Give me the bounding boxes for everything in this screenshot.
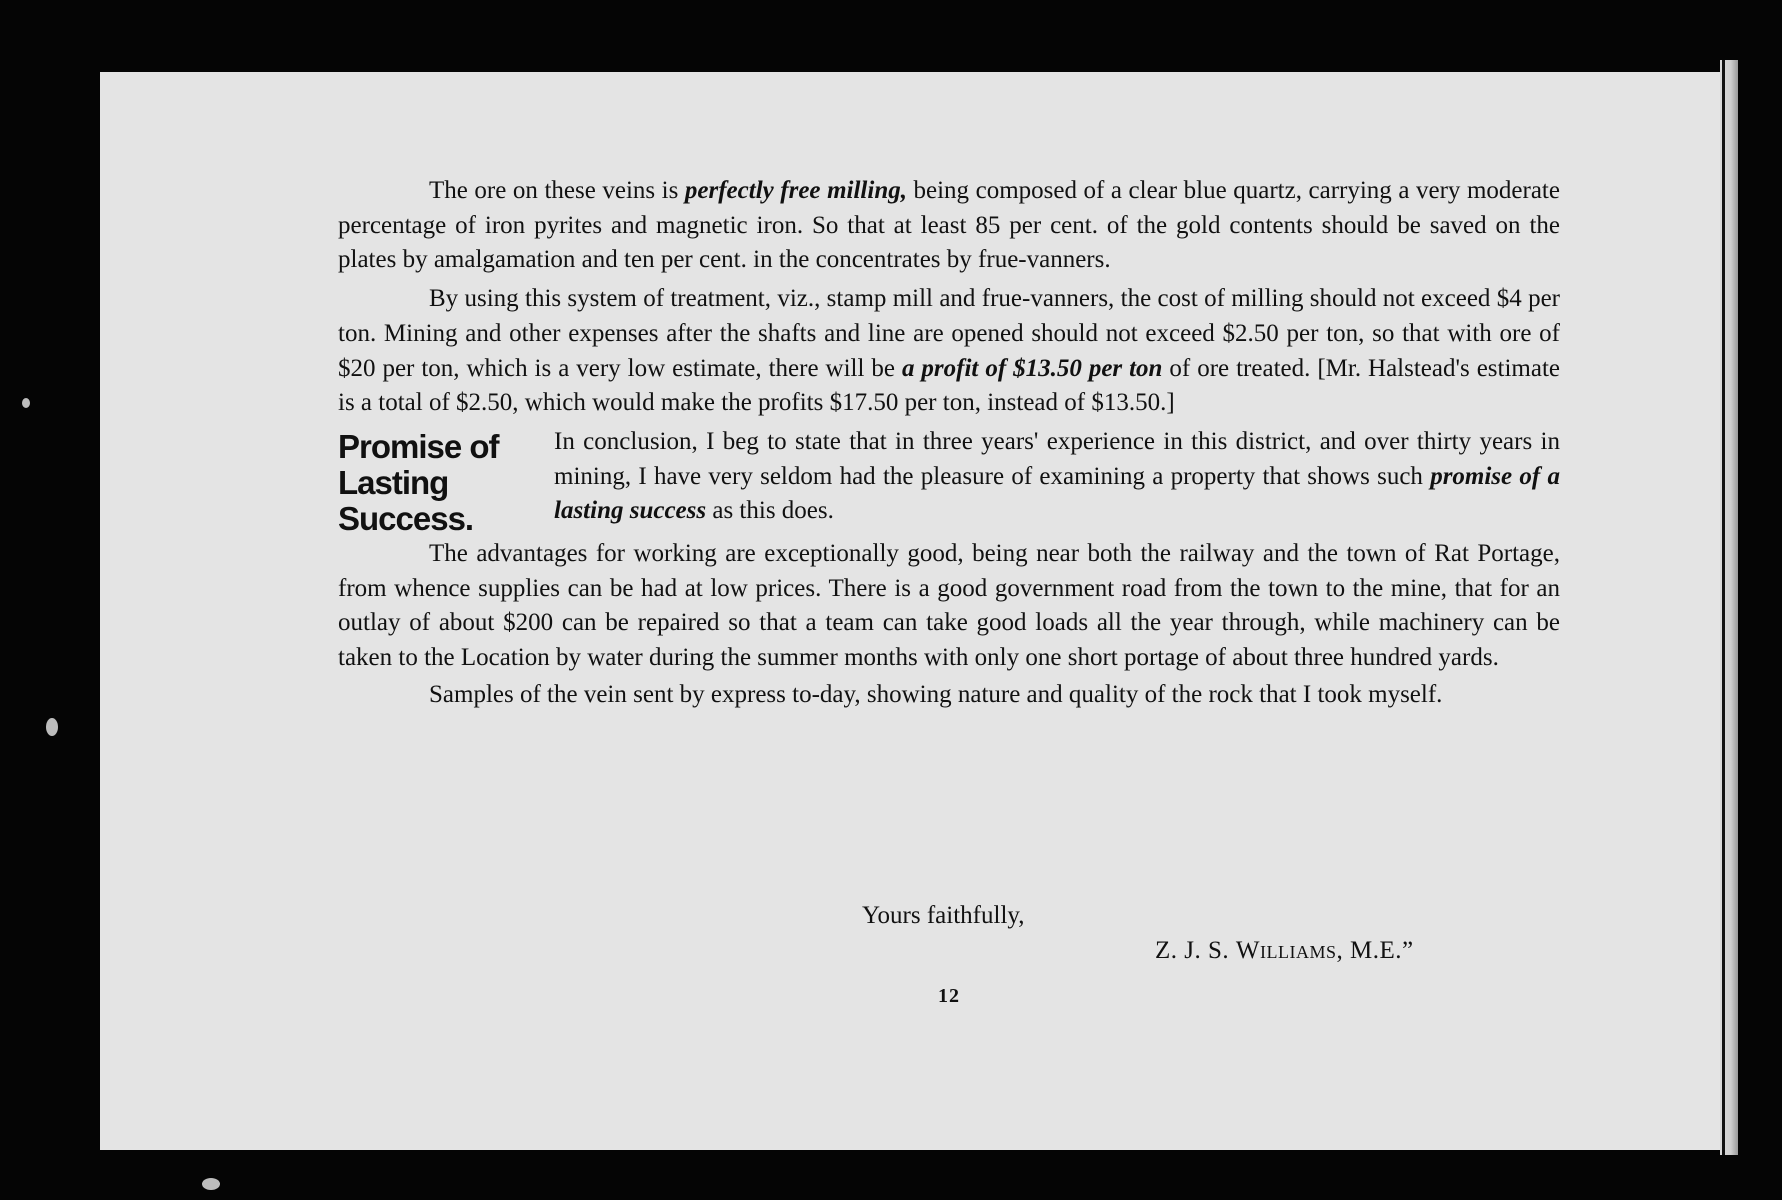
scan-speck xyxy=(22,398,30,408)
signature-suffix: , M.E.” xyxy=(1336,937,1414,964)
paragraph-conclusion xyxy=(554,425,1560,529)
page-number: 12 xyxy=(938,985,960,1007)
emphasis-free-milling: perfectly free milling, xyxy=(684,177,907,204)
paragraph-ore-text: The ore on these veins is xyxy=(429,177,685,204)
paragraph-conclusion-text-end: as this does. xyxy=(706,497,834,525)
body-text xyxy=(338,174,1560,712)
margin-heading-line-1: Promise of xyxy=(338,427,499,465)
book-spine xyxy=(1722,60,1725,1155)
emphasis-lasting-success: promise of a lasting success xyxy=(554,462,1560,525)
paragraph-advantages: The advantages for working are exceptionally good, being near both the railway and the town of Rat Portage, from whence supplies can be had at low prices. There is a good government road from the town to the mine, that for an outlay of about $200 can be repaired so that a team can take good loads all the year through, while machinery can be taken to the Location by water during the summer months with only one short portage of about three hundred yards. xyxy=(338,539,1560,672)
paragraph-samples: Samples of the vein sent by express to-day, showing nature and quality of the rock that I took myself. xyxy=(429,680,1443,708)
margin-heading xyxy=(338,429,554,537)
emphasis-profit: a profit of $13.50 per ton xyxy=(901,354,1163,382)
margin-heading-line-2: Lasting xyxy=(338,463,449,501)
paragraph-treatment xyxy=(338,282,1560,421)
scan-speck xyxy=(46,718,58,736)
margin-heading-line-3: Success. xyxy=(338,499,474,537)
paragraph-conclusion-text: In conclusion, I beg to state that in three years' experience in this district, and over thirty years in mining, I have very seldom had the pleasure of examining a property that shows such xyxy=(554,427,1560,490)
conclusion-section xyxy=(338,425,1560,537)
paragraph-ore-text-end: being composed of a clear blue quartz, carrying a very moderate percentage of iron pyrites and magnetic iron. So that at least 85 per cent. of the gold contents should be saved on the plates by amalgamation and ten per cent. in the concentrates by frue-vanners. xyxy=(338,177,1560,274)
signature-initials: Z. J. S. xyxy=(1155,937,1236,964)
signature xyxy=(1155,937,1414,965)
paragraph-ore xyxy=(338,174,1560,278)
signature-surname: Williams xyxy=(1235,937,1337,964)
scan-speck xyxy=(202,1178,220,1190)
paragraph-treatment-text-end: of ore treated. [Mr. Halstead's estimate is a total of $2.50, which would make the profits $17.50 per ton, instead of $13.50.] xyxy=(338,354,1560,417)
closing-salutation: Yours faithfully, xyxy=(862,902,1025,929)
paragraph-treatment-text: By using this system of treatment, viz., stamp mill and frue-vanners, the cost of milling should not exceed $4 per ton. Mining and other expenses after the shafts and line are opened should not exceed $2.50 per ton, so that with ore of $20 per ton, which is a very low estimate, there will be xyxy=(338,285,1560,382)
